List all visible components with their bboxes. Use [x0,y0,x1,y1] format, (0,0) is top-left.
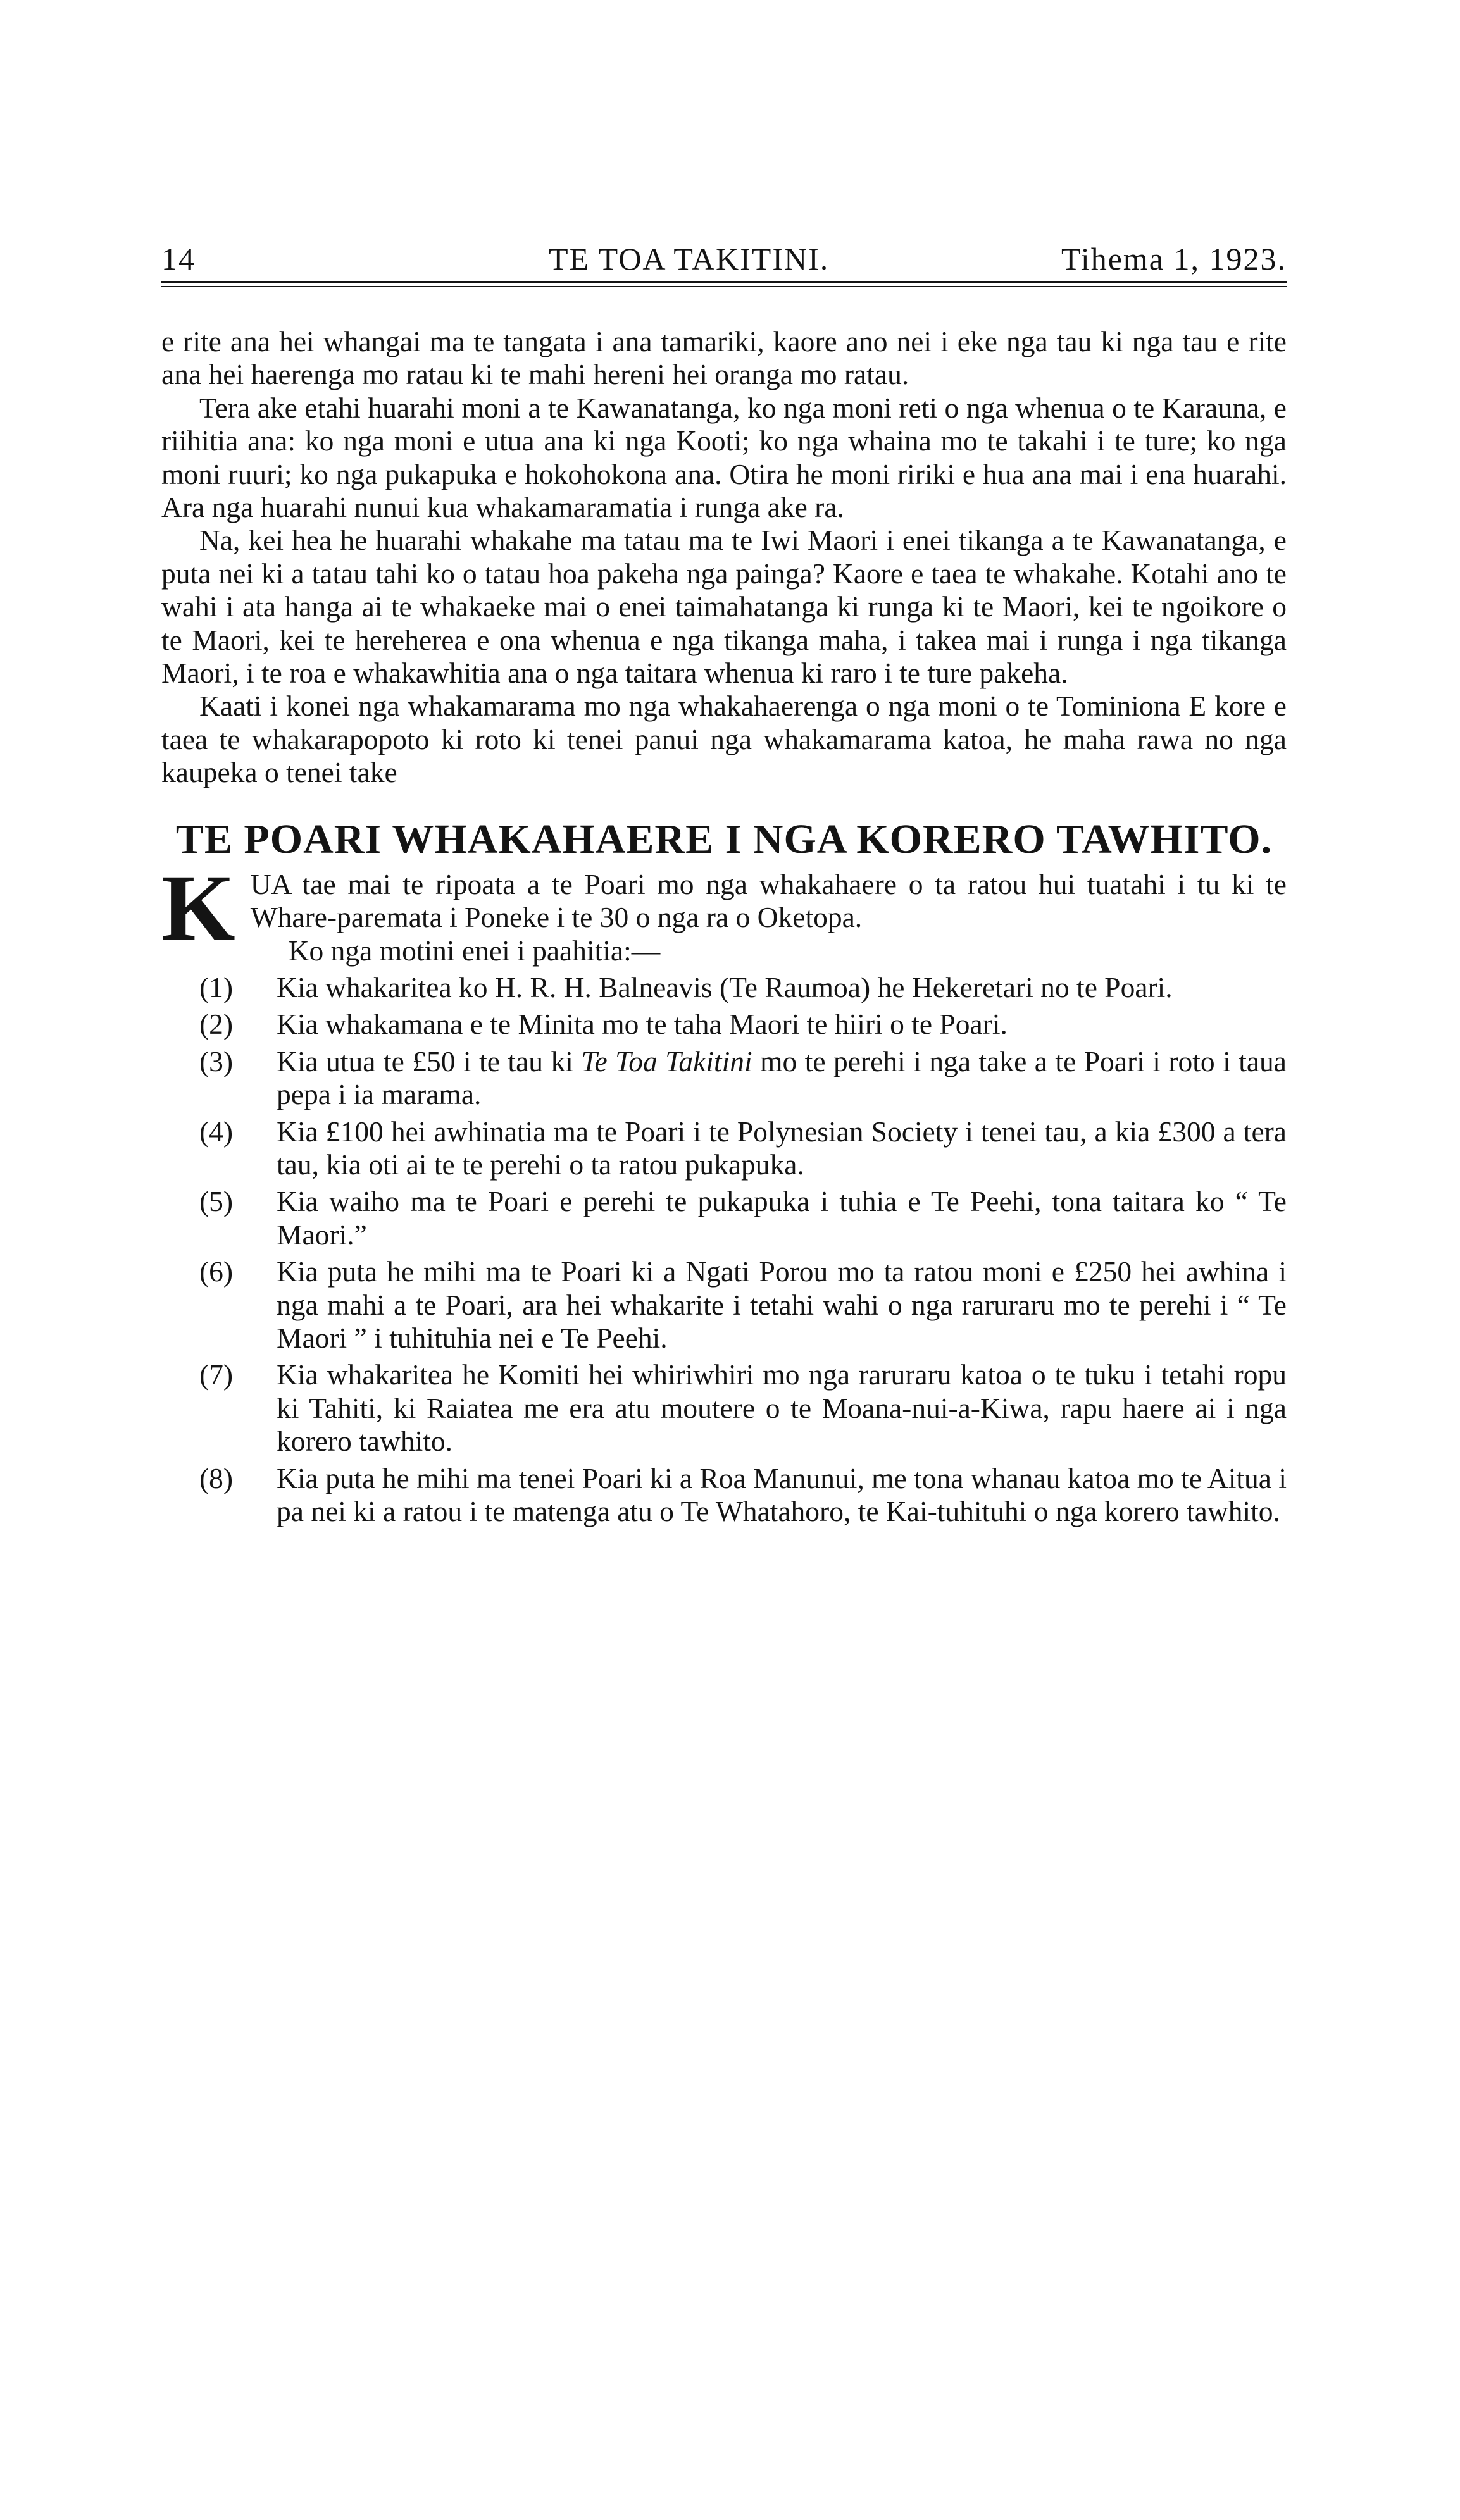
motion-item [161,1255,1287,1355]
drop-cap: K [161,855,235,960]
running-header [161,240,1287,285]
opening-text: UA tae mai te ripoata a te Poari mo nga whakahaere o ta ratou hui tuatahi i tu ki te Whare-paremata i Poneke i te 30 o nga ra o Oketopa. [250,867,1287,934]
publication-title: TE TOA TAKITINI. [549,241,830,276]
article-body [161,325,1287,790]
motions-intro: Ko nga motini enei i paahitia:— [288,934,661,967]
motion-text: Kia £100 hei awhinatia ma te Poari i te Polynesian Society i tenei tau, a kia £300 a tera tau, kia oti ai te te perehi o ta ratou pukapuka. [277,1115,1287,1181]
motion-item [161,1462,1287,1529]
motion-item [161,1185,1287,1251]
motion-item [161,1115,1287,1182]
motion-item [161,971,1287,1004]
motion-number: (8) [199,1462,234,1494]
motion-number: (3) [199,1045,234,1077]
motion-text-pre: Kia utua te £50 i te tau ki [277,1045,582,1077]
motion-text: Kia waiho ma te Poari e perehi te pukapuka i tuhia e Te Peehi, tona taitara ko “ Te Maori.” [277,1185,1287,1251]
motion-item [161,1045,1287,1112]
issue-date: Tihema 1, 1923. [1061,241,1287,276]
motion-item [161,1008,1287,1041]
motion-number: (1) [199,971,234,1003]
motion-number: (7) [199,1358,234,1391]
motion-number: (5) [199,1185,234,1218]
motion-number: (6) [199,1255,234,1288]
publication-name-italic: Te Toa Takitini [581,1045,752,1077]
document-page [161,240,1287,1528]
motion-text-post: mo te perehi i nga take a te Poari i roto i taua pepa i ia marama. [277,1045,1287,1111]
paragraph: Na, kei hea he huarahi whakahe ma tatau ma te Iwi Maori i enei tikanga a te Kawanatanga, e puta nei ki a tatau tahi ko o tatau hoa pakeha nga painga? Kaore e taea te whakahe. Kotahi ano te wahi i ata hanga ai te whakaeke mai o enei taimahatanga ki runga ki te Maori, kei te ngoikore o te Maori, kei te hereherea e ona whenua e nga tikanga maha, i takea mai i runga i nga tikanga Maori, i te roa e whakawhitia ana o nga taitara whenua ki raro i te ture pakeha. [161,524,1287,690]
motion-text: Kia whakaritea ko H. R. H. Balneavis (Te Raumoa) he Hekeretari no te Poari. [277,971,1173,1003]
motion-text: Kia whakamana e te Minita mo te taha Maori te hiiri o te Poari. [277,1008,1008,1041]
page-number: 14 [161,241,196,276]
section-heading: TE POARI WHAKAHAERE I NGA KORERO TAWHITO. [175,816,1273,862]
motions-list [161,934,1287,1529]
motion-number: (2) [199,1008,234,1041]
paragraph: Tera ake etahi huarahi moni a te Kawanatanga, ko nga moni reti o nga whenua o te Karauna, e riihitia ana: ko nga moni e utua ana ki nga Kooti; ko nga whaina mo te takahi i te ture; ko nga moni ruuri; ko nga pukapuka e hokohokona ana. Otira he moni ririki e hua ana mai i ena huarahi. Ara nga huarahi nunui kua whakamaramatia i runga ake ra. [161,391,1287,524]
paragraph: e rite ana hei whangai ma te tangata i ana tamariki, kaore ano nei i eke nga tau ki nga tau e rite ana hei haerenga mo ratau ki te mahi hereni hei oranga mo ratau. [161,325,1287,391]
motion-text: Kia puta he mihi ma te Poari ki a Ngati Porou mo ta ratou moni e £250 hei awhina i nga mahi a te Poari, ara hei whakarite i tetahi wahi o nga raruraru mo te perehi i “ Te Maori ” i tuhituhia nei e Te Peehi. [277,1255,1287,1354]
motion-number: (4) [199,1115,234,1148]
paragraph: Kaati i konei nga whakamarama mo nga whakahaerenga o nga moni o te Tominiona E kore e taea te whakarapopoto ki roto ki tenei panui nga whakamarama katoa, he maha rawa no nga kaupeka o tenei take [161,690,1287,789]
motion-item [161,1358,1287,1458]
motion-text: Kia puta he mihi ma tenei Poari ki a Roa Manunui, me tona whanau katoa mo te Aitua i pa nei ki a ratou i te matenga atu o Te Whatahoro, te Kai-tuhituhi o nga korero tawhito. [277,1462,1287,1527]
motion-text: Kia whakaritea he Komiti hei whiriwhiri mo nga raruraru katoa o te tuku i tetahi ropu ki Tahiti, ki Raiatea me era atu moutere o te Moana-nui-a-Kiwa, rapu haere ai i nga korero tawhito. [277,1358,1287,1458]
